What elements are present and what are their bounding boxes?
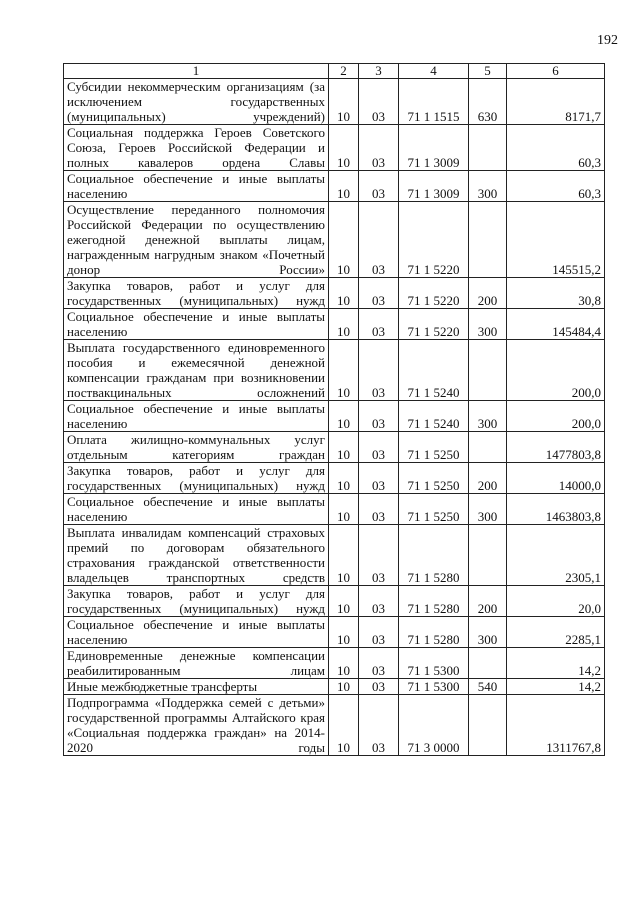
row-name-cell: Осуществление переданного полномочия Российской Федерации по осуществлению ежегодной денежной выплаты лицам, награжденным нагрудным знаком «Почетный донор России» [64, 202, 329, 278]
row-name-cell: Закупка товаров, работ и услуг для государственных (муниципальных) нужд [64, 586, 329, 617]
row-section-cell: 10 [329, 679, 359, 695]
row-section-cell: 10 [329, 695, 359, 756]
row-target-article-cell: 71 1 5220 [399, 309, 469, 340]
header-cell-3: 3 [359, 64, 399, 79]
row-amount-cell: 60,3 [507, 171, 605, 202]
row-name-cell: Социальное обеспечение и иные выплаты населению [64, 494, 329, 525]
table-row [64, 278, 605, 309]
page-number: 192 [597, 33, 618, 48]
row-name-cell: Социальное обеспечение и иные выплаты населению [64, 309, 329, 340]
row-subsection-cell: 03 [359, 171, 399, 202]
table-row [64, 340, 605, 401]
row-section-cell: 10 [329, 648, 359, 679]
row-expense-type-cell: 300 [469, 494, 507, 525]
row-name-cell: Социальное обеспечение и иные выплаты населению [64, 401, 329, 432]
row-target-article-cell: 71 1 5240 [399, 401, 469, 432]
row-section-cell: 10 [329, 171, 359, 202]
row-subsection-cell: 03 [359, 278, 399, 309]
table-row [64, 525, 605, 586]
table-row [64, 617, 605, 648]
row-expense-type-cell [469, 648, 507, 679]
row-subsection-cell: 03 [359, 617, 399, 648]
row-amount-cell: 14,2 [507, 648, 605, 679]
row-section-cell: 10 [329, 340, 359, 401]
table-row [64, 171, 605, 202]
row-name-cell: Субсидии некоммерческим организациям (за исключением государственных (муниципальных) учреждений) [64, 79, 329, 125]
header-cell-6: 6 [507, 64, 605, 79]
table-row [64, 494, 605, 525]
row-expense-type-cell: 630 [469, 79, 507, 125]
row-target-article-cell: 71 1 5280 [399, 525, 469, 586]
row-section-cell: 10 [329, 309, 359, 340]
row-section-cell: 10 [329, 494, 359, 525]
row-subsection-cell: 03 [359, 79, 399, 125]
row-target-article-cell: 71 1 1515 [399, 79, 469, 125]
header-cell-2: 2 [329, 64, 359, 79]
row-expense-type-cell: 540 [469, 679, 507, 695]
row-subsection-cell: 03 [359, 494, 399, 525]
row-amount-cell: 60,3 [507, 125, 605, 171]
row-target-article-cell: 71 1 5240 [399, 340, 469, 401]
row-expense-type-cell: 300 [469, 401, 507, 432]
row-amount-cell: 200,0 [507, 401, 605, 432]
row-expense-type-cell [469, 202, 507, 278]
row-subsection-cell: 03 [359, 202, 399, 278]
budget-table [63, 63, 605, 756]
row-amount-cell: 30,8 [507, 278, 605, 309]
row-name-cell: Единовременные денежные компенсации реабилитированным лицам [64, 648, 329, 679]
header-row [64, 64, 605, 79]
row-target-article-cell: 71 3 0000 [399, 695, 469, 756]
header-cell-5: 5 [469, 64, 507, 79]
row-amount-cell: 145484,4 [507, 309, 605, 340]
row-section-cell: 10 [329, 278, 359, 309]
row-expense-type-cell: 200 [469, 586, 507, 617]
row-name-cell: Иные межбюджетные трансферты [64, 679, 329, 695]
header-cell-1: 1 [64, 64, 329, 79]
row-amount-cell: 1463803,8 [507, 494, 605, 525]
row-name-cell: Закупка товаров, работ и услуг для государственных (муниципальных) нужд [64, 278, 329, 309]
row-name-cell: Социальная поддержка Героев Советского Союза, Героев Российской Федерации и полных кавалеров ордена Славы [64, 125, 329, 171]
row-amount-cell: 2285,1 [507, 617, 605, 648]
row-section-cell: 10 [329, 525, 359, 586]
header-cell-4: 4 [399, 64, 469, 79]
row-name-cell: Выплата государственного единовременного пособия и ежемесячной денежной компенсации гражданам при возникновении поствакцинальных осложнений [64, 340, 329, 401]
table-row [64, 695, 605, 756]
row-name-cell: Социальное обеспечение и иные выплаты населению [64, 617, 329, 648]
row-target-article-cell: 71 1 5280 [399, 586, 469, 617]
row-name-cell: Выплата инвалидам компенсаций страховых премий по договорам обязательного страхования гражданской ответственности владельцев транспортных средств [64, 525, 329, 586]
row-amount-cell: 1311767,8 [507, 695, 605, 756]
row-expense-type-cell: 300 [469, 171, 507, 202]
table-row [64, 309, 605, 340]
table-row [64, 125, 605, 171]
row-expense-type-cell: 200 [469, 463, 507, 494]
row-subsection-cell: 03 [359, 695, 399, 756]
row-expense-type-cell [469, 432, 507, 463]
table-body [64, 79, 605, 756]
row-section-cell: 10 [329, 586, 359, 617]
table-row [64, 586, 605, 617]
row-amount-cell: 8171,7 [507, 79, 605, 125]
row-expense-type-cell: 200 [469, 278, 507, 309]
row-name-cell: Оплата жилищно-коммунальных услуг отдельным категориям граждан [64, 432, 329, 463]
row-name-cell: Подпрограмма «Поддержка семей с детьми» государственной программы Алтайского края «Социальная поддержка граждан» на 2014-2020 годы [64, 695, 329, 756]
row-section-cell: 10 [329, 432, 359, 463]
row-section-cell: 10 [329, 79, 359, 125]
table-row [64, 432, 605, 463]
row-amount-cell: 2305,1 [507, 525, 605, 586]
row-section-cell: 10 [329, 125, 359, 171]
row-section-cell: 10 [329, 202, 359, 278]
row-target-article-cell: 71 1 5300 [399, 648, 469, 679]
row-target-article-cell: 71 1 5280 [399, 617, 469, 648]
row-amount-cell: 145515,2 [507, 202, 605, 278]
row-amount-cell: 14,2 [507, 679, 605, 695]
row-subsection-cell: 03 [359, 125, 399, 171]
row-expense-type-cell [469, 340, 507, 401]
table-row [64, 679, 605, 695]
row-target-article-cell: 71 1 5250 [399, 494, 469, 525]
row-subsection-cell: 03 [359, 309, 399, 340]
table-row [64, 648, 605, 679]
row-expense-type-cell: 300 [469, 617, 507, 648]
table-row [64, 79, 605, 125]
row-amount-cell: 14000,0 [507, 463, 605, 494]
row-target-article-cell: 71 1 5300 [399, 679, 469, 695]
row-amount-cell: 20,0 [507, 586, 605, 617]
row-target-article-cell: 71 1 5250 [399, 463, 469, 494]
row-subsection-cell: 03 [359, 525, 399, 586]
row-name-cell: Социальное обеспечение и иные выплаты населению [64, 171, 329, 202]
row-subsection-cell: 03 [359, 648, 399, 679]
row-section-cell: 10 [329, 617, 359, 648]
row-subsection-cell: 03 [359, 401, 399, 432]
row-target-article-cell: 71 1 3009 [399, 125, 469, 171]
row-subsection-cell: 03 [359, 432, 399, 463]
row-section-cell: 10 [329, 463, 359, 494]
row-expense-type-cell [469, 695, 507, 756]
row-subsection-cell: 03 [359, 586, 399, 617]
row-subsection-cell: 03 [359, 463, 399, 494]
table-row [64, 202, 605, 278]
row-subsection-cell: 03 [359, 679, 399, 695]
row-expense-type-cell [469, 525, 507, 586]
table-row [64, 401, 605, 432]
row-expense-type-cell [469, 125, 507, 171]
row-target-article-cell: 71 1 3009 [399, 171, 469, 202]
row-amount-cell: 1477803,8 [507, 432, 605, 463]
table-row [64, 463, 605, 494]
row-target-article-cell: 71 1 5220 [399, 278, 469, 309]
row-amount-cell: 200,0 [507, 340, 605, 401]
row-target-article-cell: 71 1 5220 [399, 202, 469, 278]
row-name-cell: Закупка товаров, работ и услуг для государственных (муниципальных) нужд [64, 463, 329, 494]
row-subsection-cell: 03 [359, 340, 399, 401]
row-target-article-cell: 71 1 5250 [399, 432, 469, 463]
row-section-cell: 10 [329, 401, 359, 432]
row-expense-type-cell: 300 [469, 309, 507, 340]
